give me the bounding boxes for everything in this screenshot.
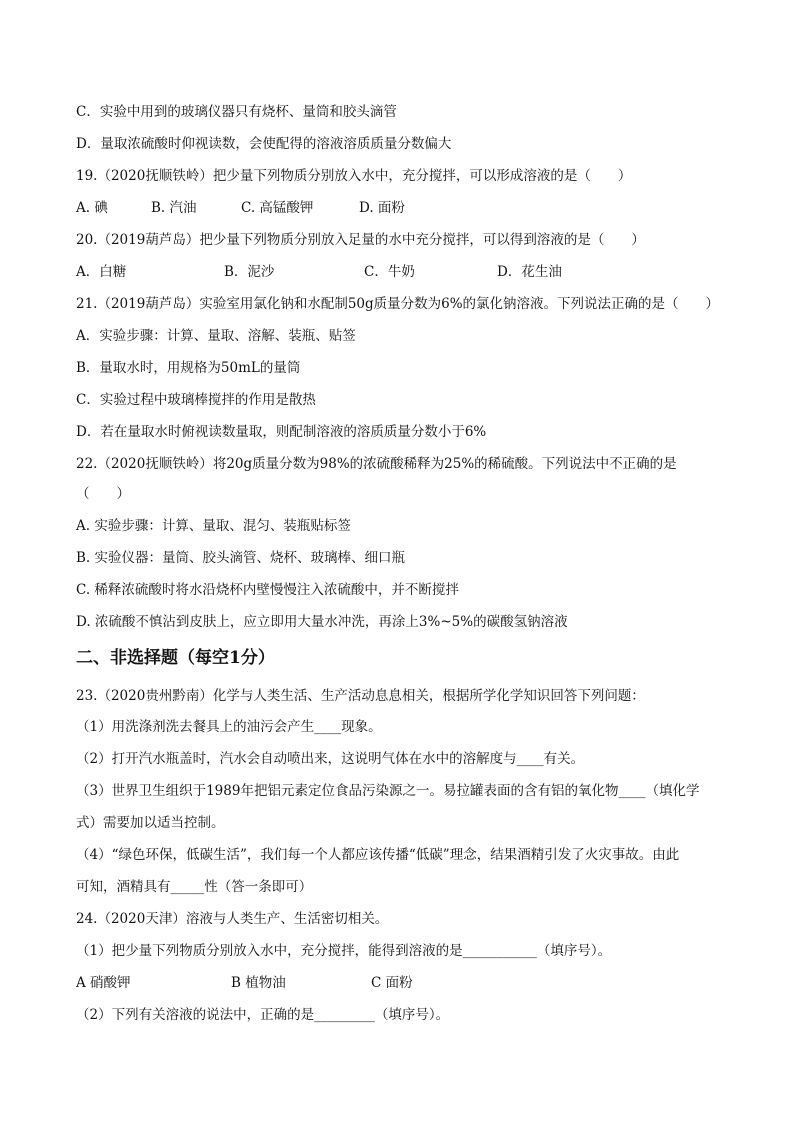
q23-part-2: （2）打开汽水瓶盖时，汽水会自动喷出来，这说明气体在水中的溶解度与____有关。: [76, 751, 585, 767]
question-24: 24.（2020天津）溶液与人类生产、生活密切相关。: [76, 911, 389, 927]
q23-part-1: （1）用洗涤剂洗去餐具上的油污会产生____现象。: [76, 719, 382, 735]
q19-options: [76, 199, 405, 217]
question-20: 20.（2019葫芦岛）把少量下列物质分别放入足量的水中充分搅拌，可以得到溶液的是（ ）: [76, 232, 645, 248]
q20-option-b: B．泥沙: [224, 264, 275, 280]
q22-option-d: D. 浓硫酸不慎沾到皮肤上，应立即用大量水冲洗，再涂上3%~5%的碳酸氢钠溶液: [76, 614, 568, 630]
q19-option-b: B. 汽油: [151, 200, 197, 216]
q22-option-b: B. 实验仪器：量筒、胶头滴管、烧杯、玻璃棒、细口瓶: [76, 550, 406, 566]
q22-option-a: A. 实验步骤：计算、量取、混匀、装瓶贴标签: [76, 518, 351, 534]
question-23: 23.（2020贵州黔南）化学与人类生活、生产活动息息相关，根据所学化学知识回答下列问题：: [76, 688, 645, 704]
q19-option-a: A. 碘: [76, 200, 108, 216]
q20-option-a: A．白糖: [76, 264, 127, 280]
q18-option-c: C．实验中用到的玻璃仪器只有烧杯、量筒和胶头滴管: [76, 104, 397, 120]
question-19: 19.（2020抚顺铁岭）把少量下列物质分别放入水中，充分搅拌，可以形成溶液的是（ ）: [76, 168, 632, 184]
q24-option-a: A 硝酸钾: [76, 975, 131, 991]
q24-option-c: C 面粉: [371, 975, 413, 991]
q23-part-4-line2: 可知，酒精具有_____性（答一条即可）: [76, 879, 313, 895]
q24-part-2: （2）下列有关溶液的说法中，正确的是_________（填序号）。: [76, 1007, 450, 1023]
q23-part-4-line1: （4）“绿色环保，低碳生活”，我们每一个人都应该传播“低碳”理念，结果酒精引发了火灾事故。由此: [76, 847, 680, 863]
section-heading: 二、非选择题（每空1分）: [76, 648, 275, 668]
q24-options: [76, 974, 413, 992]
question-22: 22.（2020抚顺铁岭）将20g质量分数为98%的浓硫酸稀释为25%的稀硫酸。下列说法中不正确的是: [76, 456, 677, 472]
q21-option-d: D．若在量取水时俯视读数量取，则配制溶液的溶质质量分数小于6%: [76, 424, 487, 440]
question-21: 21.（2019葫芦岛）实验室用氯化钠和水配制50g质量分数为6%的氯化钠溶液。下列说法正确的是（ ）: [76, 296, 720, 312]
q24-option-b: B 植物油: [231, 975, 286, 991]
q19-option-c: C. 高锰酸钾: [241, 200, 314, 216]
q22-answer-paren: （ ）: [76, 486, 130, 502]
q22-option-c: C. 稀释浓硫酸时将水沿烧杯内壁慢慢注入浓硫酸中，并不断搅拌: [76, 582, 459, 598]
q20-options: [76, 263, 562, 281]
q23-part-3-line1: （3）世界卫生组织于1989年把铝元素定位食品污染源之一。易拉罐表面的含有铝的氧化物____（填化学: [76, 783, 700, 799]
q19-option-d: D. 面粉: [359, 200, 405, 216]
q18-option-d: D．量取浓硫酸时仰视读数，会使配得的溶液溶质质量分数偏大: [76, 136, 452, 152]
q24-part-1: （1）把少量下列物质分别放入水中，充分搅拌，能得到溶液的是___________（填序号）。: [76, 943, 612, 959]
q20-option-c: C．牛奶: [364, 264, 415, 280]
q21-option-a: A．实验步骤：计算、量取、溶解、装瓶、贴签: [76, 328, 356, 344]
q20-option-d: D．花生油: [497, 264, 562, 280]
q21-option-b: B．量取水时，用规格为50mL的量筒: [76, 360, 301, 376]
q21-option-c: C．实验过程中玻璃棒搅拌的作用是散热: [76, 392, 316, 408]
q23-part-3-line2: 式）需要加以适当控制。: [76, 815, 225, 831]
